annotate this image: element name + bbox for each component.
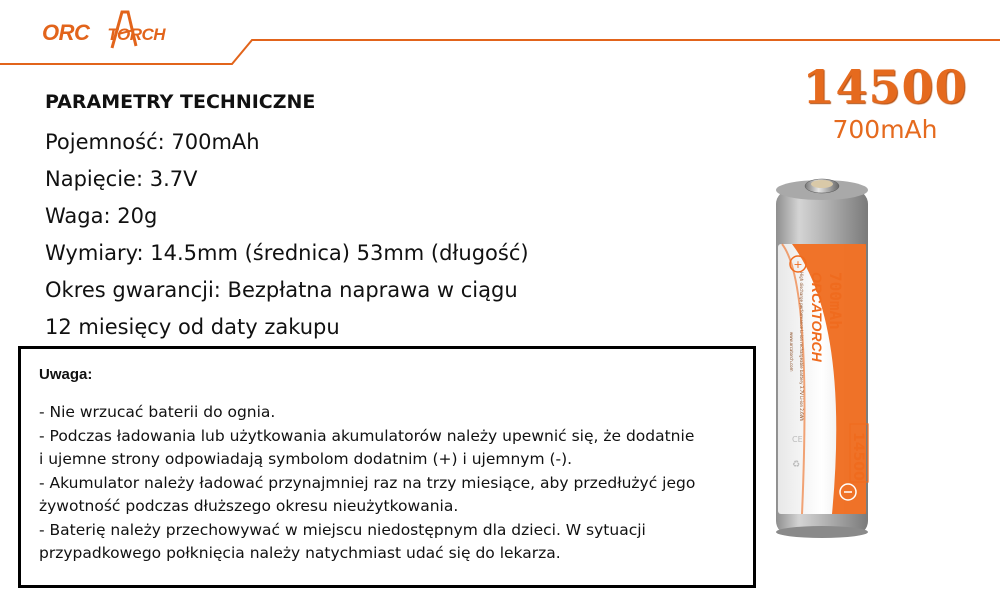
svg-text:+: + xyxy=(793,258,803,271)
recycle-icon: ♻ xyxy=(792,460,801,470)
spec-capacity: Pojemność: 700mAh xyxy=(45,130,260,154)
battery-capacity: 700mAh xyxy=(826,272,845,330)
spec-voltage: Napięcie: 3.7V xyxy=(45,167,198,191)
logo-text-a: ORC xyxy=(42,20,90,45)
battery-website: www.orcatorch.com xyxy=(789,332,794,372)
warning-title: Uwaga: xyxy=(39,366,93,383)
warning-box xyxy=(18,346,756,588)
technical-specs xyxy=(45,88,645,346)
spec-dimensions: Wymiary: 14.5mm (średnica) 53mm (długość) xyxy=(45,241,529,265)
warning-line: - Akumulator należy ładować przynajmniej raz na trzy miesiące, aby przedłużyć jego xyxy=(39,473,696,492)
warning-line: i ujemne strony odpowiadają symbolom dodatnim (+) i ujemnym (-). xyxy=(39,450,573,468)
battery-model: 14500 xyxy=(850,432,866,481)
brand-logo xyxy=(42,8,222,52)
logo-text xyxy=(42,20,165,46)
model-number: 14500 xyxy=(802,60,968,114)
spec-weight: Waga: 20g xyxy=(45,204,158,228)
warning-line: - Nie wrzucać baterii do ognia. xyxy=(39,403,276,421)
warning-line: - Podczas ładowania lub użytkowania akumulatorów należy upewnić się, że dodatnie xyxy=(39,426,695,445)
spec-warranty: Okres gwarancji: Bezpłatna naprawa w ciągu xyxy=(45,278,518,302)
warning-line: przypadkowego połknięcia należy natychmiast udać się do lekarza. xyxy=(39,544,561,562)
spec-warranty-cont: 12 miesięcy od daty zakupu xyxy=(45,315,340,339)
specs-heading: PARAMETRY TECHNICZNE xyxy=(45,91,316,113)
battery-small-text: High discharge performance Li-ion rechargeable battery 3.7V Li-ion 2.6Wh xyxy=(799,272,804,422)
battery-image xyxy=(772,172,872,542)
model-capacity: 700mAh xyxy=(832,115,938,144)
logo-text-b: TORCH xyxy=(107,25,166,44)
battery-brand: ORCATORCH xyxy=(809,272,825,362)
ce-icon: CE xyxy=(792,435,803,444)
warning-line: - Baterię należy przechowywać w miejscu niedostępnym dla dzieci. W sytuacji xyxy=(39,520,646,539)
warning-line: żywotność podczas dłuższego okresu nieużytkowania. xyxy=(39,497,459,515)
